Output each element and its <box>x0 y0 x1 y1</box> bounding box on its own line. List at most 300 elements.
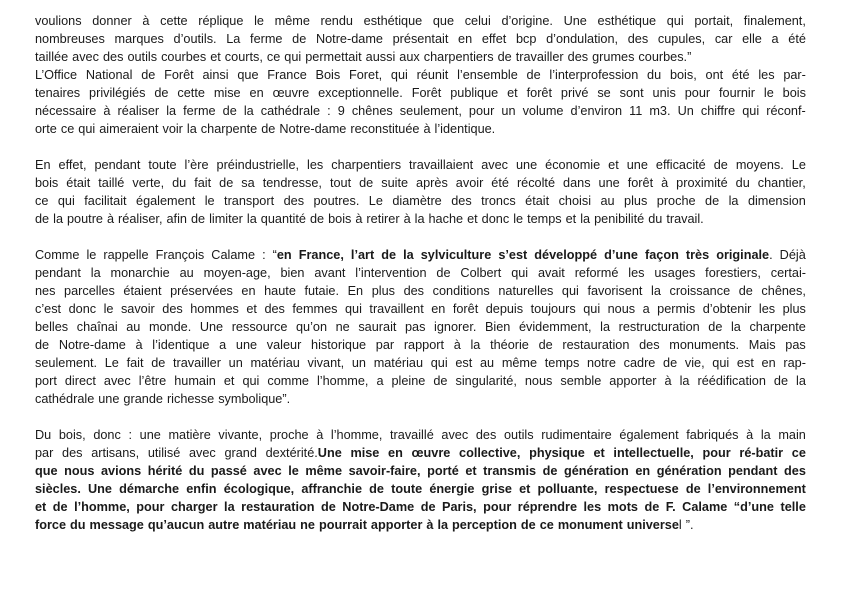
word: le <box>86 248 97 262</box>
word: économie <box>545 158 601 172</box>
word: vivante, <box>218 428 263 442</box>
word: la <box>186 122 197 136</box>
word: voulions <box>35 14 82 28</box>
word: le <box>288 464 299 478</box>
word: aimeraient <box>99 122 159 136</box>
word: travailler <box>173 356 221 370</box>
word: bois, <box>58 428 86 442</box>
word: charpentiers <box>331 158 402 172</box>
word: fait <box>126 356 144 370</box>
word: mots <box>607 500 638 514</box>
word: des <box>162 302 183 316</box>
word: matériau <box>250 356 300 370</box>
word: poutre <box>67 212 103 226</box>
word: à <box>423 122 431 136</box>
word: à <box>135 338 143 352</box>
word: chênes, <box>761 284 806 298</box>
word: 9 <box>337 104 345 118</box>
word: du <box>172 176 187 190</box>
word: présentait <box>392 32 449 46</box>
word: : <box>262 248 266 262</box>
word: rapport <box>403 338 445 352</box>
word: moyen-age, <box>203 266 271 280</box>
word: Forêt <box>411 86 442 100</box>
word: les <box>628 266 645 280</box>
word: tenaires <box>35 86 81 100</box>
paragraph-gap <box>35 408 806 426</box>
word: d’origine. <box>501 14 553 28</box>
word: Comme <box>35 248 80 262</box>
paragraph-gap <box>35 138 806 156</box>
word: parcelles <box>64 284 115 298</box>
word: esthétique <box>597 14 657 28</box>
word: pleine <box>391 374 426 388</box>
word: diamètre <box>392 194 442 208</box>
word: : <box>128 428 132 442</box>
word: vivant, <box>307 356 345 370</box>
text-line <box>35 48 806 66</box>
word: génération <box>656 464 722 478</box>
word: préindustrielle, <box>216 158 300 172</box>
word: récolté <box>516 176 556 190</box>
word: le <box>254 14 264 28</box>
document-body <box>35 12 806 534</box>
word: et <box>467 212 478 226</box>
word: universel <box>626 518 682 532</box>
word: que <box>432 14 455 28</box>
word: donc <box>481 212 510 226</box>
word: celui <box>464 14 491 28</box>
word: richesse <box>166 392 215 406</box>
word: de <box>154 86 169 100</box>
word: dans <box>563 176 591 190</box>
word: très <box>685 248 710 262</box>
word: même <box>501 356 538 370</box>
word: charpente <box>200 122 258 136</box>
word: ignorer. <box>434 320 477 334</box>
word: efficacité <box>655 158 706 172</box>
word: avions <box>100 464 142 478</box>
word: d’une <box>604 248 638 262</box>
word: de <box>420 500 436 514</box>
word: de <box>369 482 384 496</box>
word: de <box>52 500 68 514</box>
word: charpentiers <box>423 50 494 64</box>
word: verte, <box>132 176 165 190</box>
word: effet, <box>58 158 87 172</box>
word: bien <box>280 266 305 280</box>
word: de <box>538 338 553 352</box>
word: la <box>414 212 425 226</box>
word: Du <box>35 428 52 442</box>
word: en <box>249 86 264 100</box>
word: été <box>788 32 806 46</box>
word: pas <box>405 320 426 334</box>
word: fournir <box>719 86 755 100</box>
word: étaient <box>123 284 162 298</box>
word: sa <box>241 176 255 190</box>
word: ont <box>705 68 724 82</box>
word: savoir <box>120 302 155 316</box>
word: de <box>261 122 276 136</box>
word: de <box>433 374 448 388</box>
word: la <box>679 374 690 388</box>
word: était <box>525 194 550 208</box>
word: avoir <box>455 176 484 190</box>
word: ainsi <box>202 68 229 82</box>
word: hérité <box>147 464 183 478</box>
word: pas <box>785 338 806 352</box>
word: notre <box>587 356 616 370</box>
word: même <box>274 14 310 28</box>
text-line <box>35 156 806 174</box>
word: aussi <box>365 50 396 64</box>
word: ce <box>266 50 281 64</box>
word: donc <box>93 428 121 442</box>
text-line <box>35 30 806 48</box>
word: en <box>635 464 651 478</box>
word: qui <box>78 122 96 136</box>
word: force <box>35 518 67 532</box>
word: affranchie <box>301 482 363 496</box>
word: qu’on <box>296 320 328 334</box>
word: courbes <box>161 50 207 64</box>
word: de <box>309 212 325 226</box>
word: par <box>375 338 395 352</box>
word: femmes <box>292 302 338 316</box>
word: L’Office <box>35 68 78 82</box>
word: forêt <box>452 302 479 316</box>
word: rap- <box>783 356 806 370</box>
word: de <box>151 356 166 370</box>
word: comme <box>267 374 309 388</box>
word: la <box>246 212 257 226</box>
word: Notre-dame <box>58 338 126 352</box>
word: d’outils. <box>173 32 217 46</box>
word: forestiers, <box>705 266 761 280</box>
word: telle <box>780 500 806 514</box>
word: de <box>219 176 234 190</box>
word: une <box>235 338 258 352</box>
word: travailler <box>515 50 564 64</box>
word: plus <box>782 302 806 316</box>
word: grumes <box>592 50 635 64</box>
word: Notre-dame <box>315 32 383 46</box>
word: la <box>580 212 591 226</box>
word: à <box>355 212 363 226</box>
word: de <box>526 68 541 82</box>
word: par <box>35 446 54 460</box>
word: symbolique”. <box>218 392 291 406</box>
word: direct <box>64 374 96 388</box>
word: également <box>619 428 679 442</box>
word: afin <box>166 212 187 226</box>
word: se <box>597 86 611 100</box>
word: ce <box>791 446 806 460</box>
word: seulement. <box>35 356 98 370</box>
word: chaînai <box>76 320 118 334</box>
word: pendant <box>728 464 778 478</box>
word: rappelle <box>103 248 149 262</box>
word: écologique, <box>223 482 295 496</box>
word: et <box>246 302 257 316</box>
word: c’est <box>35 302 62 316</box>
word: pendant <box>35 266 81 280</box>
word: moyens. <box>735 158 784 172</box>
word: : <box>327 104 331 118</box>
word: du <box>188 464 205 478</box>
word: avec <box>441 428 469 442</box>
text-line <box>35 246 806 264</box>
word: qui <box>583 302 601 316</box>
word: outils <box>127 50 158 64</box>
word: fabriqués <box>686 428 739 442</box>
word: pour <box>702 446 731 460</box>
word: grande <box>123 392 163 406</box>
word: la <box>166 104 177 118</box>
word: monuments. <box>669 338 740 352</box>
word: haute <box>264 284 296 298</box>
word: permis <box>657 302 696 316</box>
word: même <box>305 464 343 478</box>
word: bois <box>328 212 352 226</box>
text-line <box>35 192 806 210</box>
word: et <box>519 482 531 496</box>
word: de <box>35 338 50 352</box>
word: à <box>426 518 434 532</box>
word: bois <box>782 86 806 100</box>
word: seulement, <box>399 104 462 118</box>
word: qui <box>390 68 408 82</box>
word: apporter <box>609 374 657 388</box>
word: l’interprofession <box>549 68 639 82</box>
word: des <box>627 32 649 46</box>
word: a <box>219 338 227 352</box>
word: s’est <box>498 248 528 262</box>
word: physique <box>529 446 585 460</box>
word: aux <box>399 50 420 64</box>
word: à <box>664 374 672 388</box>
word: apporter <box>370 518 423 532</box>
word: cette <box>160 14 188 28</box>
text-line <box>35 120 806 138</box>
word: nous <box>64 464 95 478</box>
word: les <box>583 500 602 514</box>
word: de <box>685 482 701 496</box>
word: qui <box>345 302 362 316</box>
word: travaillaient <box>409 158 474 172</box>
word: Mais <box>748 338 776 352</box>
word: en <box>761 356 776 370</box>
text-line <box>35 480 806 498</box>
word: transport <box>224 194 275 208</box>
word: conditions <box>432 284 490 298</box>
word: et <box>565 212 577 226</box>
text-line <box>35 354 806 372</box>
word: nombreuses <box>35 32 105 46</box>
word: elle <box>742 32 762 46</box>
paragraph <box>35 246 806 408</box>
word: rendu <box>320 14 353 28</box>
word: bcp <box>515 32 537 46</box>
word: qui <box>511 266 529 280</box>
word: à <box>403 212 411 226</box>
text-line <box>35 174 806 192</box>
word: Une <box>88 482 112 496</box>
word: savoir-faire, <box>348 464 421 478</box>
word: proximité <box>676 176 728 190</box>
word: et <box>210 50 221 64</box>
word: “d’une <box>733 500 774 514</box>
word: toute <box>391 482 423 496</box>
word: m3. <box>649 104 671 118</box>
word: donner <box>92 14 132 28</box>
word: la <box>796 374 806 388</box>
word: l’homme, <box>316 374 369 388</box>
word: l’homme, <box>330 428 383 442</box>
word: toujours <box>530 302 576 316</box>
text-line <box>35 498 806 516</box>
word: l’environnement <box>707 482 806 496</box>
word: pourrait <box>318 518 367 532</box>
word: Calame <box>682 500 728 514</box>
word: en <box>458 32 473 46</box>
word: matériau <box>373 356 424 370</box>
word: permettait <box>305 50 362 64</box>
word: Une <box>563 14 587 28</box>
word: penibilité <box>594 212 645 226</box>
word: qui <box>561 284 579 298</box>
word: temps <box>527 212 562 226</box>
word: tout <box>329 176 352 190</box>
word: charpente <box>749 320 806 334</box>
word: France, <box>298 248 344 262</box>
word: belles <box>35 320 69 334</box>
word: mise <box>213 86 241 100</box>
word: qui <box>430 356 448 370</box>
word: grise <box>481 482 512 496</box>
word: esthétique <box>363 14 423 28</box>
word: F. <box>665 500 676 514</box>
word: les <box>758 68 775 82</box>
word: chantier, <box>757 176 806 190</box>
word: Calame <box>211 248 256 262</box>
word: de <box>292 32 307 46</box>
word: Paris, <box>442 500 477 514</box>
word: monarchie <box>110 266 170 280</box>
word: également <box>136 194 196 208</box>
word: ce <box>539 518 554 532</box>
word: de <box>520 518 536 532</box>
paragraph <box>35 426 806 534</box>
word: théorie <box>490 338 529 352</box>
word: en <box>431 302 446 316</box>
word: Le <box>368 194 383 208</box>
word: dextérité.Une <box>265 446 342 460</box>
word: l’homme, <box>74 500 130 514</box>
word: humain <box>174 374 216 388</box>
word: la <box>403 248 414 262</box>
word: passé <box>210 464 247 478</box>
word: des <box>567 50 589 64</box>
word: hommes <box>190 302 239 316</box>
word: de <box>738 284 753 298</box>
word: monument <box>557 518 623 532</box>
word: pour <box>136 500 165 514</box>
word: valeur <box>266 338 302 352</box>
text-line <box>35 282 806 300</box>
word: forêt <box>627 176 654 190</box>
word: suite <box>381 176 409 190</box>
word: cupules, <box>657 32 706 46</box>
word: et <box>223 374 235 388</box>
word: marques <box>114 32 164 46</box>
word: Bois <box>315 68 341 82</box>
word: pour <box>468 104 495 118</box>
word: du <box>648 212 663 226</box>
word: la <box>53 212 63 226</box>
word: tendresse, <box>262 176 322 190</box>
word: nous <box>607 302 636 316</box>
word: Notre-dame <box>279 122 347 136</box>
word: qui <box>57 194 75 208</box>
word: et <box>593 446 605 460</box>
word: de <box>320 500 336 514</box>
word: Un <box>677 104 694 118</box>
word: ressource <box>231 320 288 334</box>
word: 11 <box>629 104 643 118</box>
word: de <box>708 320 723 334</box>
word: exceptionnelle. <box>318 86 403 100</box>
word: plus <box>624 194 648 208</box>
word: de <box>141 68 156 82</box>
word: semble <box>560 374 602 388</box>
word: réaliser <box>117 104 160 118</box>
word: restructuration <box>618 320 700 334</box>
word: grand <box>224 446 257 460</box>
word: de <box>35 212 50 226</box>
word: à <box>106 212 115 226</box>
word: l’art <box>350 248 375 262</box>
word: a <box>376 374 384 388</box>
word: est <box>455 356 473 370</box>
word: à <box>661 176 669 190</box>
word: National <box>85 68 133 82</box>
word: ré-batir <box>739 446 784 460</box>
word: car <box>714 32 733 46</box>
word: réédification <box>697 374 766 388</box>
word: unis <box>652 86 676 100</box>
word: ne <box>300 518 315 532</box>
word: restauration <box>562 338 630 352</box>
word: pour <box>684 86 711 100</box>
word: la <box>90 266 101 280</box>
word: la <box>437 518 449 532</box>
word: portait, <box>694 14 734 28</box>
word: taillée <box>35 50 69 64</box>
word: une <box>626 158 648 172</box>
word: démarche <box>119 482 180 496</box>
word: volume <box>522 104 564 118</box>
word: troncs <box>481 194 516 208</box>
word: courts, <box>224 50 263 64</box>
word: bois, <box>669 68 697 82</box>
word: la <box>224 500 235 514</box>
word: main <box>778 428 806 442</box>
word: d’ondulation, <box>546 32 619 46</box>
text-line <box>35 390 806 408</box>
text-line <box>35 84 806 102</box>
